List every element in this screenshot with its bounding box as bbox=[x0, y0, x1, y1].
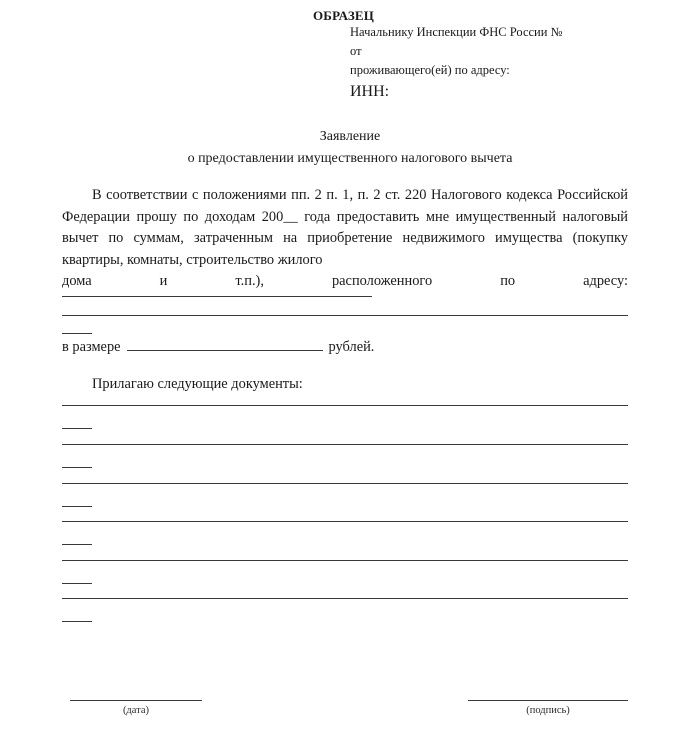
attachment-fill-rule-11[interactable] bbox=[62, 621, 92, 622]
amount-line bbox=[62, 337, 374, 357]
attachment-fill-rule-5[interactable] bbox=[62, 506, 92, 507]
date-signature-rule[interactable] bbox=[70, 700, 202, 701]
attachment-fill-rule-4[interactable] bbox=[62, 483, 628, 484]
signature-caption: (подпись) bbox=[526, 705, 570, 716]
sample-stamp-label: ОБРАЗЕЦ bbox=[313, 8, 375, 23]
attachments-label: Прилагаю следующие документы: bbox=[92, 376, 303, 392]
amount-suffix-label: рублей. bbox=[328, 339, 375, 355]
date-signature-group bbox=[70, 700, 202, 718]
attachment-fill-rule-2[interactable] bbox=[62, 444, 628, 445]
address-fill-rule-0[interactable] bbox=[62, 296, 372, 297]
body-paragraph-main: В соответствии с положениями пп. 2 п. 1, п. 2 ст. 220 Налогового кодекса Российской Федерации прошу по доходам 200__ года предоставить мне имущественный налоговый вычет по суммам, затраченным на приобретение недвижимого имущества (покупку квартиры, комнаты, строительство жилого bbox=[62, 187, 628, 268]
attachment-fill-rule-9[interactable] bbox=[62, 583, 92, 584]
body-paragraph bbox=[62, 185, 628, 314]
addressee-authority-line: Начальнику Инспекции ФНС России № bbox=[350, 25, 563, 39]
addressee-residence-line: проживающего(ей) по адресу: bbox=[350, 63, 510, 77]
addressee-from-line: от bbox=[350, 44, 362, 58]
address-fill-rule-2[interactable] bbox=[62, 333, 92, 334]
addressee-block bbox=[350, 23, 643, 102]
body-block bbox=[62, 185, 628, 314]
attachment-fill-rule-8[interactable] bbox=[62, 560, 628, 561]
attachment-fill-rule-1[interactable] bbox=[62, 428, 92, 429]
header-block bbox=[313, 8, 643, 102]
page-title: Заявление bbox=[319, 129, 381, 144]
amount-input-blank[interactable] bbox=[127, 337, 323, 351]
amount-prefix-label: в размере bbox=[62, 339, 121, 355]
body-paragraph-last-line: дома и т.п.), расположенного по адресу: bbox=[62, 273, 628, 289]
attachment-fill-rule-0[interactable] bbox=[62, 405, 628, 406]
signature-rule[interactable] bbox=[468, 700, 628, 701]
title-block bbox=[0, 126, 700, 170]
date-caption: (дата) bbox=[122, 705, 150, 716]
attachment-fill-rule-7[interactable] bbox=[62, 544, 92, 545]
attachment-fill-rule-6[interactable] bbox=[62, 521, 628, 522]
attachment-fill-rule-3[interactable] bbox=[62, 467, 92, 468]
signature-group bbox=[468, 700, 628, 718]
address-fill-rule-1[interactable] bbox=[62, 315, 628, 316]
attachment-fill-rule-10[interactable] bbox=[62, 598, 628, 599]
page-subtitle: о предоставлении имущественного налогового вычета bbox=[187, 151, 513, 166]
addressee-inn-line: ИНН: bbox=[350, 83, 390, 100]
